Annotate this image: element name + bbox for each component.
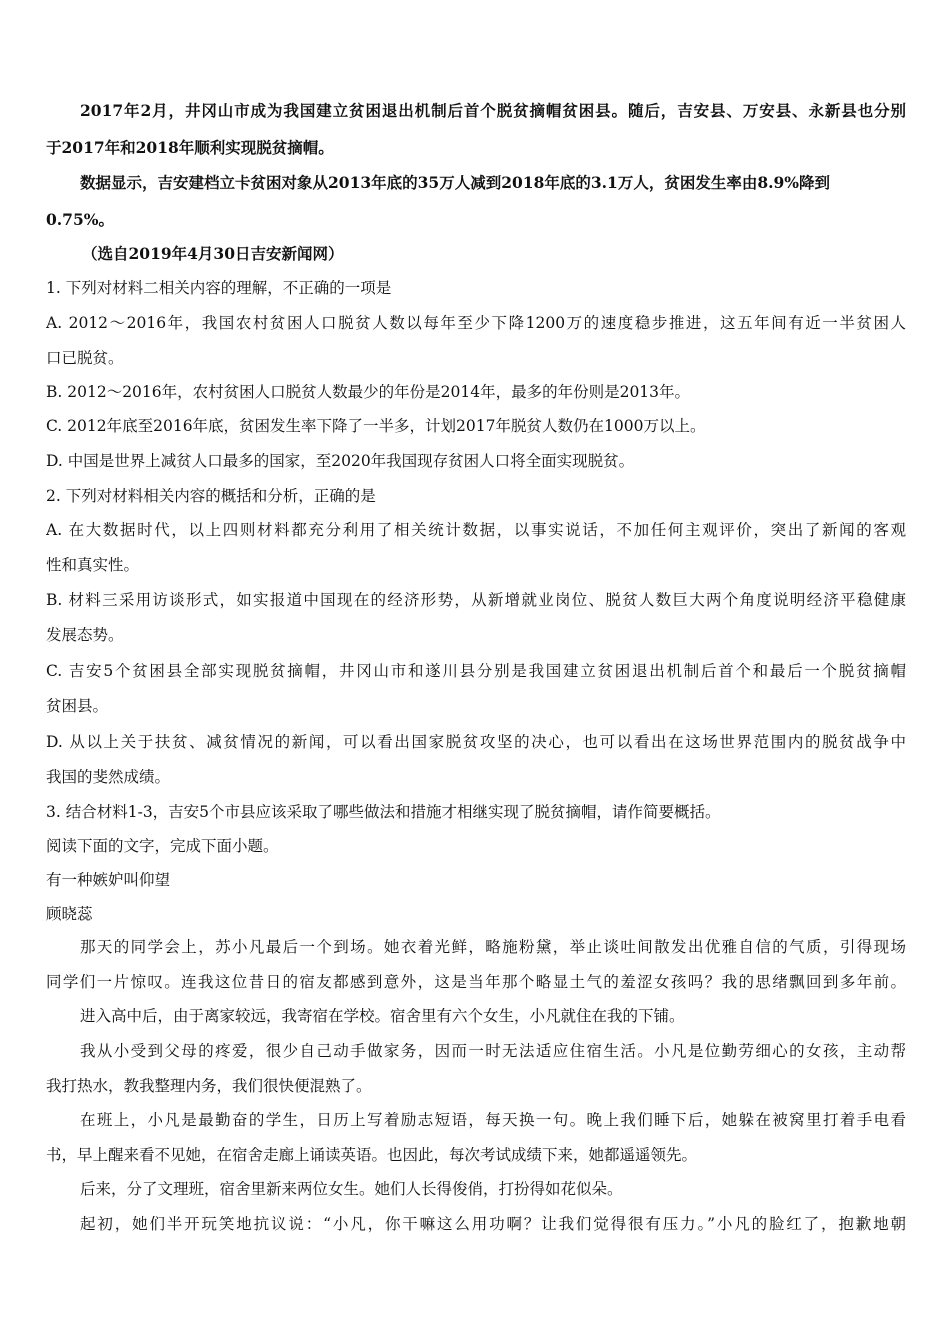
story-paragraph4-line2: 书，早上醒来看不见她，在宿舍走廊上诵读英语。也因此，每次考试成绩下来，她都遥遥领先。 [46, 1146, 698, 1164]
material4-paragraph2-line1: 数据显示，吉安建档立卡贫困对象从2013年底的35万人减到2018年底的3.1万人，贫困发生率由8.9%降到 [80, 173, 831, 192]
material4-paragraph1-line1: 2017年2月，井冈山市成为我国建立贫困退出机制后首个脱贫摘帽贫困县。随后，吉安县、万安县、永新县也分别 [80, 101, 906, 120]
question2-option-d-line2: 我国的斐然成绩。 [46, 768, 171, 786]
story-paragraph2: 进入高中后，由于离家较远，我寄宿在学校。宿舍里有六个女生，小凡就住在我的下铺。 [80, 1007, 685, 1025]
question2-option-b-line2: 发展态势。 [46, 626, 124, 644]
story-paragraph3-line1: 我从小受到父母的疼爱，很少自己动手做家务，因而一时无法适应住宿生活。小凡是位勤劳细心的女孩，主动帮 [80, 1042, 906, 1060]
question1-option-b: B. 2012～2016年，农村贫困人口脱贫人数最少的年份是2014年，最多的年份则是2013年。 [46, 383, 691, 401]
question2-option-c-line1: C. 吉安5个贫困县全部实现脱贫摘帽，井冈山市和遂川县分别是我国建立贫困退出机制后首个和最后一个脱贫摘帽 [46, 662, 906, 680]
question3-stem: 3. 结合材料1-3，吉安5个市县应该采取了哪些做法和措施才相继实现了脱贫摘帽，请作简要概括。 [46, 803, 721, 821]
question2-option-d-line1: D. 从以上关于扶贫、减贫情况的新闻，可以看出国家脱贫攻坚的决心，也可以看出在这场世界范围内的脱贫战争中 [46, 733, 906, 751]
question1-option-a-line2: 口已脱贫。 [46, 349, 124, 367]
material4-paragraph2-line2: 0.75%。 [46, 210, 114, 229]
story-author: 顾晓蕊 [46, 905, 93, 923]
story-paragraph5: 后来，分了文理班，宿舍里新来两位女生。她们人长得俊俏，打扮得如花似朵。 [80, 1180, 623, 1198]
story-paragraph4-line1: 在班上，小凡是最勤奋的学生，日历上写着励志短语，每天换一句。晚上我们睡下后，她躲在被窝里打着手电看 [80, 1111, 906, 1129]
story-title: 有一种嫉妒叫仰望 [46, 871, 171, 889]
question2-option-c-line2: 贫困县。 [46, 697, 109, 715]
question2-option-a-line2: 性和真实性。 [46, 556, 140, 574]
material4-paragraph1-line2: 于2017年和2018年顺利实现脱贫摘帽。 [46, 138, 334, 157]
question1-option-c: C. 2012年底至2016年底，贫困发生率下降了一半多，计划2017年脱贫人数仍在1000万以上。 [46, 417, 706, 435]
question1-option-d: D. 中国是世界上减贫人口最多的国家，至2020年我国现存贫困人口将全面实现脱贫。 [46, 452, 635, 470]
story-paragraph1-line2: 同学们一片惊叹。连我这位昔日的宿友都感到意外，这是当年那个略显土气的羞涩女孩吗？我的思绪飘回到多年前。 [46, 973, 906, 991]
question2-option-a-line1: A. 在大数据时代，以上四则材料都充分利用了相关统计数据，以事实说话，不加任何主观评价，突出了新闻的客观 [46, 521, 906, 539]
reading-instruction: 阅读下面的文字，完成下面小题。 [46, 837, 279, 855]
question2-option-b-line1: B. 材料三采用访谈形式，如实报道中国现在的经济形势，从新增就业岗位、脱贫人数巨大两个角度说明经济平稳健康 [46, 591, 906, 609]
question1-stem: 1. 下列对材料二相关内容的理解，不正确的一项是 [46, 279, 392, 297]
material4-source: （选自2019年4月30日吉安新闻网） [82, 244, 344, 263]
story-paragraph3-line2: 我打热水，教我整理内务，我们很快便混熟了。 [46, 1077, 372, 1095]
question2-stem: 2. 下列对材料相关内容的概括和分析，正确的是 [46, 487, 376, 505]
question1-option-a-line1: A. 2012～2016年，我国农村贫困人口脱贫人数以每年至少下降1200万的速度稳步推进，这五年间有近一半贫困人 [46, 314, 906, 332]
story-paragraph1-line1: 那天的同学会上，苏小凡最后一个到场。她衣着光鲜，略施粉黛，举止谈吐间散发出优雅自信的气质，引得现场 [80, 938, 906, 956]
story-paragraph6-line1: 起初，她们半开玩笑地抗议说：“小凡，你干嘛这么用功啊？让我们觉得很有压力。”小凡的脸红了，抱歉地朝 [80, 1215, 906, 1233]
